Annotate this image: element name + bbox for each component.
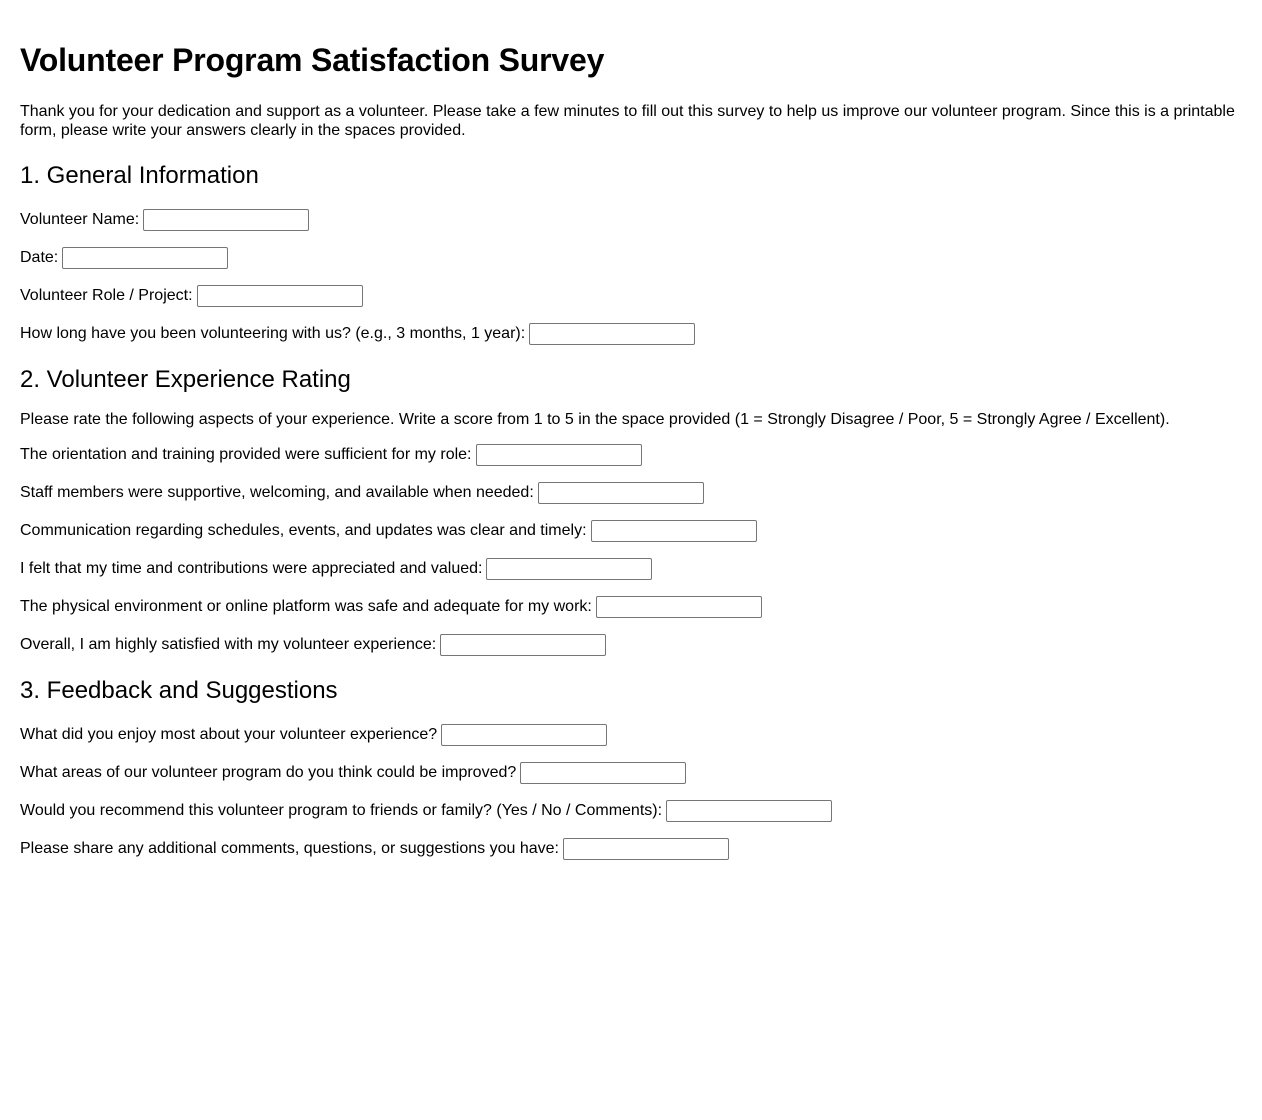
field-row-improvements <box>20 762 1242 784</box>
field-row-orientation-training <box>20 444 1242 466</box>
section-heading-general: 1. General Information <box>20 162 259 189</box>
overall-satisfaction-label: Overall, I am highly satisfied with my volunteer experience: <box>20 636 437 653</box>
field-row-recommend <box>20 800 1242 822</box>
environment-input[interactable] <box>596 596 762 618</box>
improvements-label: What areas of our volunteer program do you think could be improved? <box>20 764 517 781</box>
staff-support-label: Staff members were supportive, welcoming, and available when needed: <box>20 484 534 501</box>
orientation-training-label: The orientation and training provided were sufficient for my role: <box>20 446 472 463</box>
additional-comments-label: Please share any additional comments, questions, or suggestions you have: <box>20 840 559 857</box>
volunteer-duration-input[interactable] <box>529 323 695 345</box>
field-row-communication <box>20 520 1242 542</box>
staff-support-input[interactable] <box>538 482 704 504</box>
intro-text: Thank you for your dedication and support as a volunteer. Please take a few minutes to fill out this survey to help us improve our volunteer program. Since this is a printable form, please write your answers clearly in the spaces provided. <box>20 103 1235 139</box>
section-general-information <box>20 162 1242 345</box>
section-heading-feedback: 3. Feedback and Suggestions <box>20 677 338 704</box>
field-row-date <box>20 247 1242 269</box>
improvements-input[interactable] <box>520 762 686 784</box>
volunteer-role-input[interactable] <box>197 285 363 307</box>
appreciation-label: I felt that my time and contributions were appreciated and valued: <box>20 560 483 577</box>
orientation-training-input[interactable] <box>476 444 642 466</box>
overall-satisfaction-input[interactable] <box>440 634 606 656</box>
appreciation-input[interactable] <box>486 558 652 580</box>
rating-instructions: Please rate the following aspects of your experience. Write a score from 1 to 5 in the space provided (1 = Strongly Disagree / Poor, 5 = Strongly Agree / Excellent). <box>20 411 1170 428</box>
field-row-enjoy-most <box>20 724 1242 746</box>
field-row-staff-support <box>20 482 1242 504</box>
additional-comments-input[interactable] <box>563 838 729 860</box>
section-feedback-suggestions <box>20 677 1242 860</box>
field-row-volunteer-duration <box>20 323 1242 345</box>
communication-label: Communication regarding schedules, events, and updates was clear and timely: <box>20 522 587 539</box>
field-row-volunteer-name <box>20 209 1242 231</box>
date-label: Date: <box>20 249 59 266</box>
volunteer-role-label: Volunteer Role / Project: <box>20 287 193 304</box>
field-row-volunteer-role <box>20 285 1242 307</box>
field-row-appreciation <box>20 558 1242 580</box>
enjoy-most-input[interactable] <box>441 724 607 746</box>
recommend-label: Would you recommend this volunteer program to friends or family? (Yes / No / Comments): <box>20 802 663 819</box>
field-row-overall-satisfaction <box>20 634 1242 656</box>
volunteer-name-input[interactable] <box>143 209 309 231</box>
enjoy-most-label: What did you enjoy most about your volunteer experience? <box>20 726 438 743</box>
environment-label: The physical environment or online platform was safe and adequate for my work: <box>20 598 592 615</box>
page-title: Volunteer Program Satisfaction Survey <box>20 42 605 78</box>
volunteer-name-label: Volunteer Name: <box>20 211 140 228</box>
section-heading-rating: 2. Volunteer Experience Rating <box>20 366 351 393</box>
recommend-input[interactable] <box>666 800 832 822</box>
section-experience-rating <box>20 366 1242 656</box>
field-row-additional-comments <box>20 838 1242 860</box>
communication-input[interactable] <box>591 520 757 542</box>
volunteer-duration-label: How long have you been volunteering with us? (e.g., 3 months, 1 year): <box>20 325 526 342</box>
date-input[interactable] <box>62 247 228 269</box>
field-row-environment <box>20 596 1242 618</box>
